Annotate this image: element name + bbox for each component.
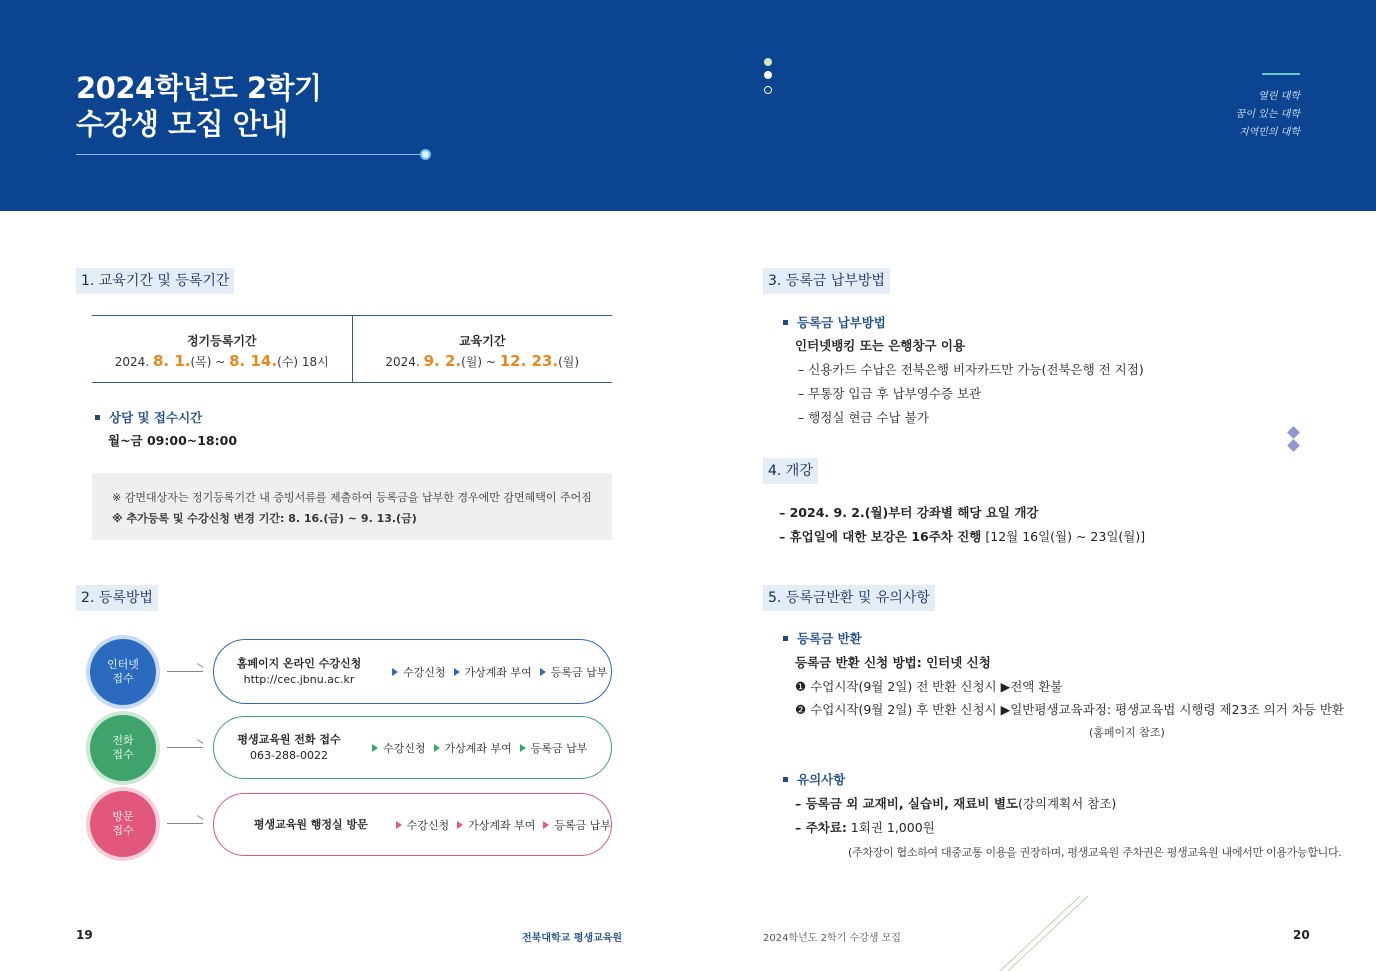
slogan xyxy=(1236,88,1300,142)
diamond-icon xyxy=(1287,439,1300,452)
phone-method-badge xyxy=(90,715,156,781)
refund-title: 등록금 반환 xyxy=(783,629,862,647)
flow-step: 등록금 납부 xyxy=(520,740,588,756)
slogan-divider xyxy=(1262,73,1300,75)
opening-line: – 2024. 9. 2.(월)부터 강좌별 해당 요일 개강 xyxy=(779,505,1039,520)
method-main xyxy=(214,732,364,764)
section-heading-1: 1. 교육기간 및 등록기간 xyxy=(76,268,234,294)
badge-label: 인터넷 접수 xyxy=(107,658,139,685)
payment-item: – 무통장 입금 후 납부영수증 보관 xyxy=(798,386,982,401)
dot-icon xyxy=(764,71,772,79)
visit-method-flow xyxy=(213,793,612,856)
decorative-lines xyxy=(990,892,1090,971)
flow-step: 등록금 납부 xyxy=(543,817,611,833)
cell-header: 정기등록기간 xyxy=(186,334,257,348)
title-line-2: 수강생 모집 안내 xyxy=(76,107,288,141)
cell-value: 2024. 8. 1.(목) ~ 8. 14.(수) 18시 xyxy=(114,352,329,370)
section-heading-4: 4. 개강 xyxy=(763,458,818,484)
triangle-right-icon xyxy=(372,744,378,752)
triangle-right-icon xyxy=(392,668,398,676)
caution-item: – 등록금 외 교재비, 실습비, 재료비 별도(강의계획서 참조) xyxy=(795,796,1117,811)
triangle-right-icon xyxy=(543,821,549,829)
flow-step: 가상계좌 부여 xyxy=(434,740,512,756)
payment-item: – 행정실 현금 수납 불가 xyxy=(798,410,929,425)
dot-icon xyxy=(764,86,772,94)
notice-line: ※ 추가등록 및 수강신청 변경 기간: 8. 16.(금) ~ 9. 13.(금) xyxy=(112,512,417,525)
notice-line: ※ 감면대상자는 정기등록기간 내 증빙서류를 제출하여 등록금을 납부한 경우에만 감면혜택이 주어짐 xyxy=(112,491,592,504)
method-main-label: 홈페이지 온라인 수강신청 xyxy=(236,656,362,670)
arrow-right-icon xyxy=(167,671,203,672)
consult-title: 상담 및 접수시간 xyxy=(95,408,202,426)
triangle-right-icon xyxy=(520,744,526,752)
education-period-cell xyxy=(352,316,613,382)
underline-dot-icon xyxy=(420,149,431,160)
slogan-line: 열린 대학 xyxy=(1258,91,1300,102)
triangle-right-icon xyxy=(457,821,463,829)
period-table xyxy=(92,315,612,383)
triangle-right-icon xyxy=(396,821,402,829)
notice-box xyxy=(92,473,612,540)
diamond-icon xyxy=(1287,426,1300,439)
refund-note: (홈페이지 참조) xyxy=(1089,726,1165,739)
flow-step: 수강신청 xyxy=(372,740,426,756)
page-number-left: 19 xyxy=(76,928,93,942)
triangle-right-icon xyxy=(540,668,546,676)
caution-item: – 주차료: 1회권 1,000원 xyxy=(795,820,935,835)
flow-step: 수강신청 xyxy=(392,664,446,680)
header-banner xyxy=(0,0,1376,211)
title-line-1: 2024학년도 2학기 xyxy=(76,71,322,105)
visit-method-badge xyxy=(90,791,156,857)
registration-period-cell xyxy=(92,316,352,382)
consult-time: 월~금 09:00~18:00 xyxy=(108,433,238,448)
badge-label: 전화 접수 xyxy=(112,734,134,761)
method-main-label: 평생교육원 행정실 방문 xyxy=(253,817,368,831)
refund-rule: ❷ 수업시작(9월 2일) 후 반환 신청시 ▶일반평생교육과정: 평생교육법 시행령 제23조 의거 차등 반환 xyxy=(795,702,1344,717)
dot-icon xyxy=(764,58,772,66)
title-underline xyxy=(76,154,422,155)
makeup-line: – 휴업일에 대한 보강은 16주차 진행 [12월 16일(월) ~ 23일(월)] xyxy=(779,529,1146,544)
refund-method: 등록금 반환 신청 방법: 인터넷 신청 xyxy=(795,655,991,670)
cell-header: 교육기간 xyxy=(459,334,506,348)
flow-step: 등록금 납부 xyxy=(540,664,608,680)
page-title xyxy=(76,70,322,142)
internet-method-flow xyxy=(213,639,612,704)
payment-title: 등록금 납부방법 xyxy=(783,313,886,331)
triangle-right-icon xyxy=(454,668,460,676)
slogan-line: 꿈이 있는 대학 xyxy=(1235,109,1300,120)
badge-label: 방문 접수 xyxy=(112,810,134,837)
method-main xyxy=(234,817,388,833)
flow-step: 가상계좌 부여 xyxy=(457,817,535,833)
caution-title: 유의사항 xyxy=(783,770,845,788)
parking-note: (주차장이 협소하여 대중교통 이용을 권장하며, 평생교육원 주차권은 평생교육원 내에서만 이용가능합니다. xyxy=(848,846,1342,859)
footer-title: 2024학년도 2학기 수강생 모집 xyxy=(763,933,901,944)
page-number-right: 20 xyxy=(1293,928,1310,942)
internet-method-badge xyxy=(90,639,156,705)
method-sub-label: 063-288-0022 xyxy=(250,748,328,762)
payment-item: – 신용카드 수납은 전북은행 비자카드만 가능(전북은행 전 지점) xyxy=(798,362,1144,377)
arrow-right-icon xyxy=(167,747,203,748)
refund-rule: ❶ 수업시작(9월 2일) 전 반환 신청시 ▶전액 환불 xyxy=(795,679,1063,694)
flow-step: 가상계좌 부여 xyxy=(454,664,532,680)
method-sub-label: http://cec.jbnu.ac.kr xyxy=(243,672,355,686)
payment-main: 인터넷뱅킹 또는 은행창구 이용 xyxy=(795,338,966,353)
arrow-right-icon xyxy=(167,823,203,824)
phone-method-flow xyxy=(213,716,612,779)
triangle-right-icon xyxy=(434,744,440,752)
method-main-label: 평생교육원 전화 접수 xyxy=(237,732,341,746)
slogan-line: 지역민의 대학 xyxy=(1238,127,1300,138)
flow-step: 수강신청 xyxy=(396,817,450,833)
section-heading-2: 2. 등록방법 xyxy=(76,585,158,611)
footer-org: 전북대학교 평생교육원 xyxy=(522,933,623,944)
section-heading-3: 3. 등록금 납부방법 xyxy=(763,268,890,294)
section-heading-5: 5. 등록금반환 및 유의사항 xyxy=(763,585,935,611)
cell-value: 2024. 9. 2.(월) ~ 12. 23.(월) xyxy=(385,352,580,370)
method-main xyxy=(214,656,384,688)
